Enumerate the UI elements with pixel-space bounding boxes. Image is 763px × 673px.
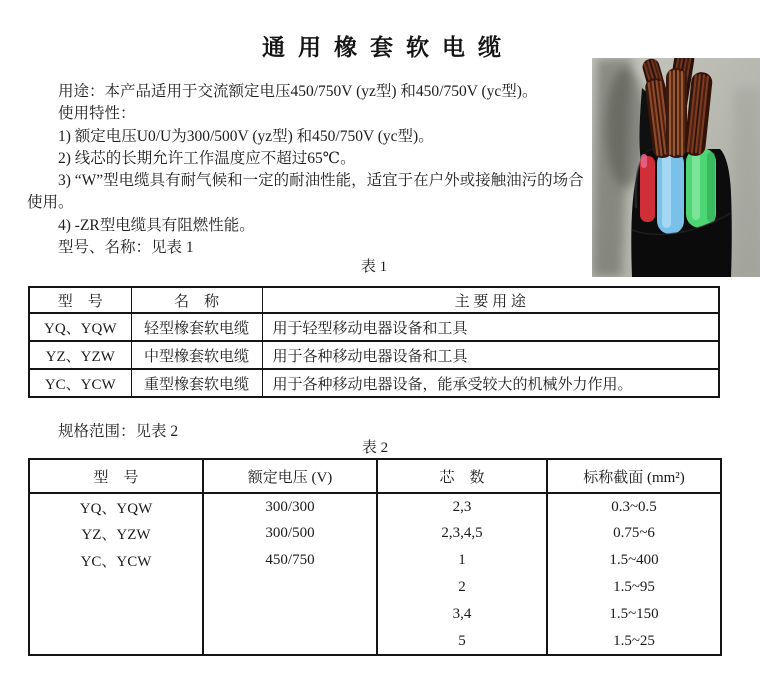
t2-r4-model: [29, 574, 203, 601]
t2-r2-voltage: 300/500: [203, 520, 377, 547]
table-row: [29, 341, 719, 369]
intro-line-item4: 4) -ZR型电缆具有阻燃性能。: [58, 216, 255, 234]
table-row: [29, 547, 721, 574]
t2-r5-section: 1.5~150: [547, 601, 721, 628]
t2-r1-model: YQ、YQW: [79, 500, 153, 517]
table1: [28, 286, 720, 398]
t2-r3-model: YC、YCW: [80, 554, 152, 570]
t2-r3-voltage: 450/750: [203, 547, 377, 574]
table-row: [29, 601, 721, 628]
table-row: [29, 493, 721, 520]
cable-photo-image: [592, 58, 760, 277]
t2-r6-section: 1.5~25: [547, 628, 721, 655]
table2-header-row: [29, 459, 721, 493]
t1-r1-model: YQ、YQW: [44, 320, 117, 337]
cable-photo: [592, 58, 760, 277]
table2-caption: 表 2: [361, 440, 389, 456]
intro-line-item3-wrap: 使用。: [27, 194, 74, 212]
table-row: [29, 628, 721, 655]
intro-paragraphs: [27, 81, 589, 259]
intro-line-item2: 2) 线芯的长期允许工作温度应不超过65℃。: [58, 149, 356, 167]
t2-r4-section: 1.5~95: [547, 574, 721, 601]
t2-r4-cores: 2: [377, 574, 547, 601]
t2-r2-model: YZ、YZW: [81, 527, 151, 543]
table1-header-model: 型 号: [57, 293, 103, 310]
intro-line-model-name: 型号、名称：见表 1: [58, 239, 194, 257]
table2-header-voltage: 额定电压 (V): [203, 459, 377, 493]
cable-cores: [640, 148, 716, 234]
t2-r5-model: [29, 601, 203, 628]
t1-r3-name: 重型橡套软电缆: [131, 369, 262, 397]
t2-r2-section: 0.75~6: [547, 520, 721, 547]
intro-line-characteristics: 使用特性：: [58, 105, 136, 123]
t2-r1-section: 0.3~0.5: [547, 493, 721, 520]
t1-r3-model: YC、YCW: [44, 376, 116, 393]
t2-r1-voltage: 300/300: [203, 493, 377, 520]
t2-r4-voltage: [203, 574, 377, 601]
t1-r2-usage: 用于各种移动电器设备和工具: [262, 341, 719, 369]
t1-r1-name: 轻型橡套软电缆: [131, 313, 262, 341]
table1-caption: 表 1: [360, 259, 388, 275]
table1-header-name: 名 称: [131, 287, 262, 313]
table2: [28, 458, 722, 656]
table-row: [29, 313, 719, 341]
t2-r5-cores: 3,4: [377, 601, 547, 628]
t2-r6-voltage: [203, 628, 377, 655]
t1-r1-usage: 用于轻型移动电器设备和工具: [262, 313, 719, 341]
table-row: [29, 369, 719, 397]
table2-header-section: 标称截面 (mm²): [547, 459, 721, 493]
t1-r2-name: 中型橡套软电缆: [131, 341, 262, 369]
t2-r1-cores: 2,3: [377, 493, 547, 520]
intro-line-usage: 用途：本产品适用于交流额定电压450/750V (yz型) 和450/750V (yc型)。: [58, 83, 538, 100]
table-row: [29, 574, 721, 601]
t2-r2-cores: 2,3,4,5: [377, 520, 547, 547]
table1-header-row: [29, 287, 719, 313]
table1-header-usage: 主 要 用 途: [262, 287, 719, 313]
t2-r6-cores: 5: [377, 628, 547, 655]
page-title: 通用橡套软电缆: [262, 35, 514, 60]
table2-header-cores: 芯 数: [377, 459, 547, 493]
spec-range-line: 规格范围：见表 2: [58, 423, 179, 440]
t2-r3-section: 1.5~400: [547, 547, 721, 574]
table-row: [29, 520, 721, 547]
table2-header-model: 型 号: [93, 469, 139, 486]
t2-r3-cores: 1: [377, 547, 547, 574]
t1-r3-usage: 用于各种移动电器设备，能承受较大的机械外力作用。: [262, 369, 719, 397]
t2-r5-voltage: [203, 601, 377, 628]
intro-line-item3: 3) “W”型电缆具有耐气候和一定的耐油性能，适宜于在户外或接触油污的场合: [58, 172, 584, 190]
t1-r2-model: YZ、YZW: [45, 348, 115, 365]
intro-line-item1: 1) 额定电压U0/U为300/500V (yz型) 和450/750V (yc型)。: [58, 127, 434, 145]
t2-r6-model: [29, 628, 203, 655]
